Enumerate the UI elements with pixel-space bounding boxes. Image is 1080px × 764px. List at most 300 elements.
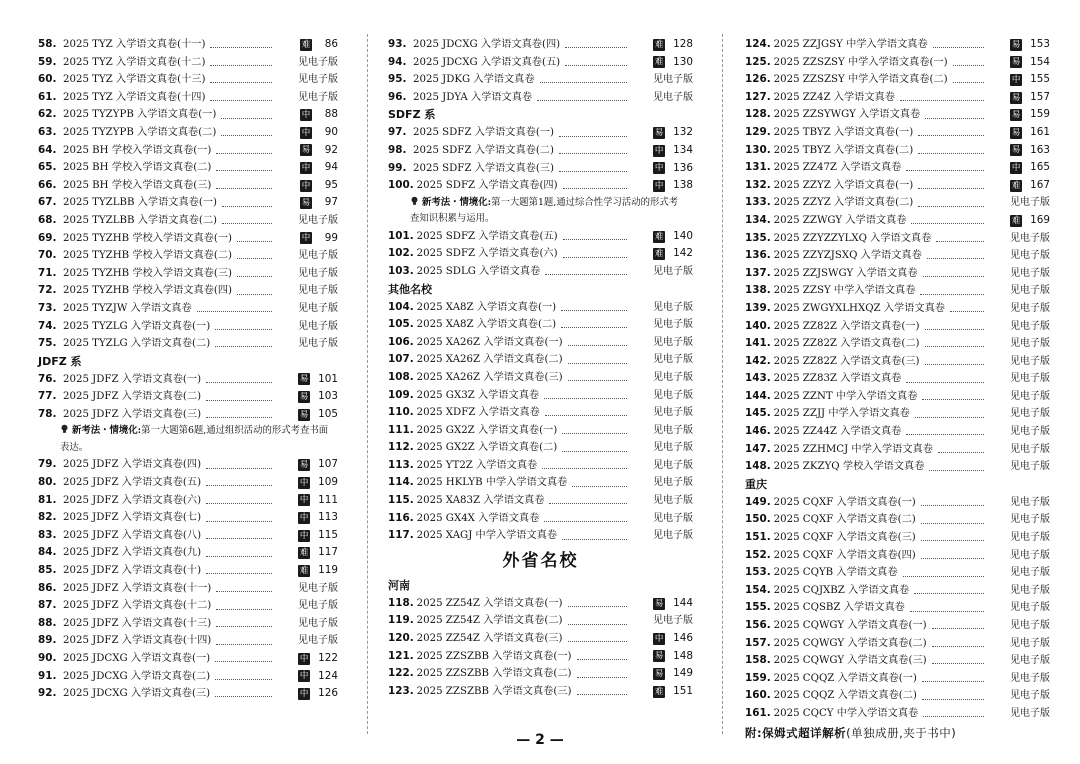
electronic-version-label: 见电子版 [1010, 461, 1050, 473]
toc-entry[interactable] [388, 228, 693, 246]
page-ref: 111 [318, 493, 338, 506]
dot-leader [920, 294, 984, 295]
entry-number: 137. [745, 266, 771, 279]
toc-entry[interactable] [38, 685, 338, 703]
entry-target [990, 635, 1050, 653]
entry-number: 121. [388, 649, 414, 662]
difficulty-badge: 中 [654, 633, 664, 644]
toc-entry[interactable] [38, 265, 338, 283]
entry-title: 2025 JDFZ 入学语文真卷(十二) [63, 600, 212, 612]
entry-number: 107. [388, 353, 414, 366]
toc-entry[interactable] [745, 423, 1050, 441]
entry-title: 2025 ZZJJ 中学入学语文真卷 [773, 408, 910, 420]
electronic-version-label: 见电子版 [1010, 320, 1050, 332]
entry-number: 68. [38, 213, 57, 226]
toc-entry[interactable] [745, 335, 1050, 353]
entry-title: 2025 SDFZ 入学语文真卷(二) [413, 144, 554, 156]
toc-entry[interactable] [745, 617, 1050, 635]
toc-entry[interactable] [38, 54, 338, 72]
difficulty-badge: 难 [1011, 215, 1021, 226]
entry-number: 142. [745, 354, 771, 367]
entry-title: 2025 TYZ 入学语文真卷(十三) [63, 74, 206, 86]
entry-number: 144. [745, 389, 771, 402]
entry-title: 2025 ZZ54Z 入学语文真卷(二) [416, 615, 563, 627]
entry-target [278, 265, 338, 283]
toc-entry[interactable] [38, 562, 338, 580]
toc-entry[interactable] [38, 159, 338, 177]
page-ref: 151 [673, 684, 693, 697]
electronic-version-label: 见电子版 [653, 389, 693, 401]
entry-number: 78. [38, 407, 57, 420]
entry-number: 60. [38, 73, 57, 86]
toc-entry[interactable] [38, 632, 338, 650]
dot-leader [568, 345, 627, 346]
entry-target [278, 71, 338, 89]
toc-entry[interactable] [38, 300, 338, 318]
toc-entry[interactable] [745, 89, 1050, 107]
entry-number: 91. [38, 669, 57, 682]
dot-leader [561, 327, 627, 328]
difficulty-badge: 中 [654, 163, 664, 174]
entry-title: 2025 JDFZ 入学语文真卷(十) [63, 565, 202, 577]
entry-target [278, 509, 338, 527]
page-ref: 105 [318, 407, 338, 420]
dot-leader [559, 136, 627, 137]
difficulty-badge: 中 [299, 653, 309, 664]
toc-entry[interactable] [388, 142, 693, 160]
toc-entry[interactable] [388, 612, 693, 630]
dot-leader [577, 659, 628, 660]
toc-entry[interactable] [388, 648, 693, 666]
toc-entry[interactable] [38, 371, 338, 389]
entry-number: 149. [745, 495, 771, 508]
entry-number: 61. [38, 90, 57, 103]
electronic-version-label: 见电子版 [653, 424, 693, 436]
toc-entry[interactable] [388, 54, 693, 72]
toc-entry[interactable] [745, 547, 1050, 565]
entry-number: 145. [745, 407, 771, 420]
toc-entry[interactable] [745, 54, 1050, 72]
entry-number: 90. [38, 652, 57, 664]
electronic-version-label: 见电子版 [1010, 355, 1050, 367]
toc-entry[interactable] [38, 230, 338, 248]
toc-entry[interactable] [745, 687, 1050, 705]
entry-number: 153. [745, 566, 771, 579]
entry-target [990, 370, 1050, 388]
toc-entry[interactable] [388, 160, 693, 178]
toc-entry[interactable] [388, 387, 693, 405]
dot-leader [237, 241, 272, 242]
dot-leader [215, 679, 272, 680]
page-ref: 149 [673, 667, 693, 680]
difficulty-badge: 易 [1011, 145, 1021, 156]
entry-title: 2025 TBYZ 入学语文真卷(一) [773, 126, 914, 138]
page-ref: 115 [318, 528, 338, 541]
toc-entry[interactable] [38, 580, 338, 598]
toc-entry[interactable] [38, 106, 338, 124]
entry-number: 81. [38, 493, 57, 506]
entry-number: 115. [388, 494, 414, 507]
electronic-version-label: 见电子版 [298, 617, 338, 629]
entry-number: 123. [388, 684, 414, 697]
entry-target [990, 124, 1050, 142]
dot-leader [929, 470, 984, 471]
entry-target [633, 316, 693, 334]
dot-leader [206, 556, 272, 557]
toc-entry[interactable] [388, 334, 693, 352]
entry-title: 2025 SDFZ 入学语文真卷(一) [413, 127, 554, 139]
page-ref: 86 [324, 38, 338, 50]
electronic-version-label: 见电子版 [298, 91, 338, 103]
toc-entry[interactable] [745, 265, 1050, 283]
toc-entry[interactable] [388, 89, 693, 107]
toc-entry[interactable] [745, 511, 1050, 529]
entry-number: 134. [745, 213, 771, 226]
dot-leader [925, 329, 984, 330]
entry-target [633, 299, 693, 317]
electronic-version-label: 见电子版 [298, 635, 338, 647]
difficulty-badge: 中 [1011, 74, 1021, 85]
entry-title: 2025 ZZ54Z 入学语文真卷(三) [416, 633, 563, 645]
toc-entry[interactable] [38, 124, 338, 142]
toc-entry[interactable] [745, 388, 1050, 406]
lightbulb-icon [410, 196, 419, 206]
difficulty-badge: 中 [301, 180, 311, 191]
entry-title: 2025 TYZLG 入学语文真卷(二) [63, 338, 211, 350]
toc-entry[interactable] [38, 388, 338, 406]
toc-entry[interactable] [38, 89, 338, 107]
toc-entry[interactable] [388, 369, 693, 387]
toc-entry[interactable] [38, 650, 338, 668]
toc-entry[interactable] [745, 282, 1050, 300]
entry-target [990, 511, 1050, 529]
toc-entry[interactable] [745, 635, 1050, 653]
difficulty-badge: 难 [299, 565, 309, 576]
toc-entry[interactable] [745, 705, 1050, 723]
toc-entry[interactable] [388, 492, 693, 510]
note-body: 第一大题第1题,通过综合性学习活动的形式考查知识积累与运用。 [410, 196, 679, 225]
page-ref: 90 [324, 125, 338, 138]
toc-entry[interactable] [388, 36, 693, 54]
toc-entry[interactable] [388, 351, 693, 369]
entry-title: 2025 SDFZ 入学语文真卷(六) [416, 248, 558, 260]
toc-entry[interactable] [388, 457, 693, 475]
difficulty-badge: 中 [301, 110, 311, 121]
toc-entry[interactable] [38, 335, 338, 353]
entry-target [633, 492, 693, 510]
entry-number: 124. [745, 38, 771, 50]
dot-leader [210, 100, 272, 101]
toc-entry[interactable] [745, 494, 1050, 512]
toc-entry[interactable] [388, 404, 693, 422]
toc-entry[interactable] [388, 474, 693, 492]
dot-leader [215, 661, 272, 662]
toc-entry[interactable] [38, 509, 338, 527]
toc-entry[interactable] [388, 316, 693, 334]
entry-target [278, 124, 338, 142]
toc-entry[interactable] [388, 630, 693, 648]
entry-title: 2025 CQYB 入学语文真卷 [773, 567, 898, 579]
electronic-version-label: 见电子版 [1010, 302, 1050, 314]
toc-entry[interactable] [38, 71, 338, 89]
toc-entry[interactable] [388, 595, 693, 613]
toc-entry[interactable] [38, 456, 338, 474]
entry-title: 2025 ZZ82Z 入学语文真卷(三) [773, 355, 920, 367]
toc-entry[interactable] [745, 124, 1050, 142]
entry-number: 122. [388, 667, 414, 680]
toc-column-3 [745, 36, 1050, 743]
toc-entry[interactable] [38, 597, 338, 615]
dot-leader [915, 417, 984, 418]
toc-entry[interactable] [745, 353, 1050, 371]
entry-number: 102. [388, 247, 414, 260]
dot-leader [215, 346, 272, 347]
entry-target [990, 318, 1050, 336]
entry-number: 141. [745, 337, 771, 350]
toc-entry[interactable] [38, 492, 338, 510]
entry-number: 65. [38, 161, 57, 174]
entry-target [278, 474, 338, 492]
electronic-version-label: 见电子版 [1010, 373, 1050, 385]
entry-target [990, 159, 1050, 177]
toc-entry[interactable] [745, 405, 1050, 423]
toc-entry[interactable] [745, 36, 1050, 54]
entry-target [278, 615, 338, 633]
toc-entry[interactable] [745, 159, 1050, 177]
dot-leader [545, 415, 627, 416]
toc-entry[interactable] [745, 247, 1050, 265]
toc-entry[interactable] [745, 194, 1050, 212]
toc-entry[interactable] [388, 263, 693, 281]
entry-target [278, 318, 338, 336]
entry-number: 83. [38, 528, 57, 541]
toc-entry[interactable] [388, 124, 693, 142]
entry-number: 104. [388, 300, 414, 313]
toc-entry[interactable] [745, 582, 1050, 600]
toc-entry[interactable] [745, 71, 1050, 89]
toc-entry[interactable] [745, 599, 1050, 617]
toc-entry[interactable] [745, 529, 1050, 547]
toc-entry[interactable] [388, 71, 693, 89]
toc-entry[interactable] [745, 458, 1050, 476]
entry-title: 2025 JDCXG 入学语文真卷(四) [413, 39, 561, 50]
entry-title: 2025 JDFZ 入学语文真卷(七) [63, 512, 202, 524]
entry-title: 2025 TYZLBB 入学语文真卷(一) [63, 197, 218, 209]
entry-target [990, 265, 1050, 283]
entry-target [278, 230, 338, 248]
toc-entry[interactable] [388, 665, 693, 683]
toc-entry[interactable] [38, 282, 338, 300]
entry-number: 117. [388, 529, 414, 542]
entry-target [278, 194, 338, 212]
dot-leader [537, 100, 627, 101]
entry-target [990, 282, 1050, 300]
dot-leader [215, 696, 272, 697]
toc-entry[interactable] [38, 615, 338, 633]
dot-leader [568, 606, 627, 607]
note-heading: 新考法・情境化: [72, 425, 142, 437]
entry-target [633, 124, 693, 142]
page-ref: 153 [1030, 38, 1050, 50]
entry-target [990, 687, 1050, 705]
entry-title: 2025 TYZ 入学语文真卷(十四) [63, 91, 206, 103]
toc-entry[interactable] [745, 300, 1050, 318]
toc-entry[interactable] [388, 177, 693, 195]
note-body: 第一大题第6题,通过组织活动的形式考查书面表达。 [60, 425, 329, 453]
dot-leader [925, 346, 984, 347]
dot-leader [577, 677, 628, 678]
entry-target [990, 405, 1050, 423]
entry-title: 2025 ZZSZBB 入学语文真卷(一) [416, 650, 572, 662]
toc-entry[interactable] [745, 370, 1050, 388]
entry-number: 80. [38, 476, 57, 489]
page-ref: 169 [1030, 213, 1050, 226]
dot-leader [936, 241, 984, 242]
dot-leader [918, 188, 984, 189]
toc-entry[interactable] [38, 318, 338, 336]
toc-entry[interactable] [745, 441, 1050, 459]
entry-title: 2025 ZZSZSY 中学入学语文真卷(二) [773, 74, 948, 86]
entry-number: 126. [745, 73, 771, 86]
toc-entry[interactable] [388, 299, 693, 317]
entry-title: 2025 ZZSZBB 入学语文真卷(二) [416, 668, 572, 680]
toc-entry[interactable] [745, 212, 1050, 230]
dot-leader [923, 716, 984, 717]
toc-entry[interactable] [38, 212, 338, 230]
electronic-version-label: 见电子版 [1010, 514, 1050, 526]
dot-leader [206, 538, 272, 539]
section-heading: 其他名校 [388, 282, 432, 296]
difficulty-badge: 易 [1011, 57, 1021, 68]
electronic-version-label: 见电子版 [1010, 655, 1050, 667]
page-ref: 107 [318, 458, 338, 471]
toc-entry[interactable] [388, 422, 693, 440]
entry-target [278, 406, 338, 424]
electronic-version-label: 见电子版 [1010, 267, 1050, 279]
entry-target [990, 705, 1050, 723]
entry-title: 2025 GX2Z 入学语文真卷(二) [416, 442, 558, 454]
entry-title: 2025 ZZJGSY 中学入学语文真卷 [773, 39, 928, 50]
entry-number: 88. [38, 616, 57, 629]
toc-entry[interactable] [38, 544, 338, 562]
page-ref: 122 [318, 652, 338, 664]
dot-leader [237, 258, 272, 259]
entry-number: 150. [745, 513, 771, 526]
entry-number: 59. [38, 55, 57, 68]
electronic-version-label: 见电子版 [1010, 338, 1050, 350]
toc-entry[interactable] [38, 142, 338, 160]
toc-entry[interactable] [38, 406, 338, 424]
difficulty-badge: 易 [1011, 92, 1021, 103]
entry-number: 105. [388, 318, 414, 331]
toc-entry[interactable] [38, 474, 338, 492]
entry-title: 2025 XAGJ 中学入学语文真卷 [416, 530, 558, 542]
entry-number: 125. [745, 55, 771, 68]
entry-target [278, 54, 338, 72]
entry-number: 113. [388, 458, 414, 471]
toc-entry[interactable] [388, 439, 693, 457]
entry-target [278, 177, 338, 195]
dot-leader [906, 170, 984, 171]
entry-number: 95. [388, 73, 407, 86]
entry-title: 2025 XA8Z 入学语文真卷(二) [416, 319, 557, 331]
toc-entry[interactable] [38, 177, 338, 195]
entry-title: 2025 ZZYZ 入学语文真卷(一) [773, 179, 914, 191]
dot-leader [906, 382, 984, 383]
entry-title: 2025 ZKZYQ 学校入学语文真卷 [773, 461, 925, 473]
toc-entry[interactable] [745, 670, 1050, 688]
entry-target [278, 632, 338, 650]
toc-entry[interactable] [745, 318, 1050, 336]
entry-title: 2025 JDFZ 入学语文真卷(十四) [63, 635, 212, 647]
entry-target [278, 668, 338, 686]
toc-entry[interactable] [388, 510, 693, 528]
toc-entry[interactable] [38, 194, 338, 212]
entry-title: 2025 JDCXG 入学语文真卷(五) [413, 56, 561, 68]
entry-number: 154. [745, 583, 771, 596]
toc-entry[interactable] [38, 527, 338, 545]
toc-entry[interactable] [38, 36, 338, 54]
entry-title: 2025 JDFZ 入学语文真卷(五) [63, 477, 202, 489]
toc-entry[interactable] [745, 142, 1050, 160]
dot-leader [918, 153, 984, 154]
entry-target [633, 527, 693, 545]
entry-target [278, 212, 338, 230]
entry-target [278, 388, 338, 406]
toc-entry[interactable] [745, 177, 1050, 195]
toc-entry[interactable] [745, 230, 1050, 248]
toc-entry[interactable] [388, 527, 693, 545]
page-number: — 2 — [516, 732, 564, 748]
toc-entry[interactable] [388, 683, 693, 701]
entry-title: 2025 ZZHMCJ 中学入学语文真卷 [773, 443, 933, 455]
dot-leader [950, 311, 984, 312]
entry-number: 74. [38, 319, 57, 332]
lightbulb-icon [60, 424, 69, 434]
toc-entry[interactable] [388, 245, 693, 263]
entry-target [633, 665, 693, 683]
dot-leader [562, 433, 627, 434]
entry-number: 146. [745, 425, 771, 438]
toc-entry[interactable] [38, 247, 338, 265]
entry-target [633, 142, 693, 160]
entry-target [633, 54, 693, 72]
dot-leader [562, 451, 627, 452]
entry-title: 2025 BH 学校入学语文真卷(二) [63, 162, 212, 174]
toc-entry[interactable] [745, 564, 1050, 582]
dot-leader [206, 382, 272, 383]
electronic-version-label: 见电子版 [1010, 408, 1050, 420]
entry-title: 2025 BH 学校入学语文真卷(一) [63, 144, 212, 156]
entry-title: 2025 ZZYZ 入学语文真卷(二) [773, 197, 914, 209]
dot-leader [953, 82, 984, 83]
entry-title: 2025 CQWGY 入学语文真卷(二) [773, 637, 927, 649]
dot-leader [922, 399, 984, 400]
electronic-version-label: 见电子版 [653, 91, 693, 103]
difficulty-badge: 易 [1011, 39, 1021, 50]
toc-entry[interactable] [38, 668, 338, 686]
toc-entry[interactable] [745, 652, 1050, 670]
entry-title: 2025 JDFZ 入学语文真卷(八) [63, 529, 202, 541]
difficulty-badge: 易 [1011, 110, 1021, 121]
toc-entry[interactable] [745, 106, 1050, 124]
dot-leader [577, 694, 628, 695]
entry-target [633, 160, 693, 178]
electronic-version-label: 见电子版 [653, 407, 693, 419]
entry-number: 58. [38, 38, 57, 50]
entry-number: 67. [38, 196, 57, 209]
entry-target [990, 212, 1050, 230]
